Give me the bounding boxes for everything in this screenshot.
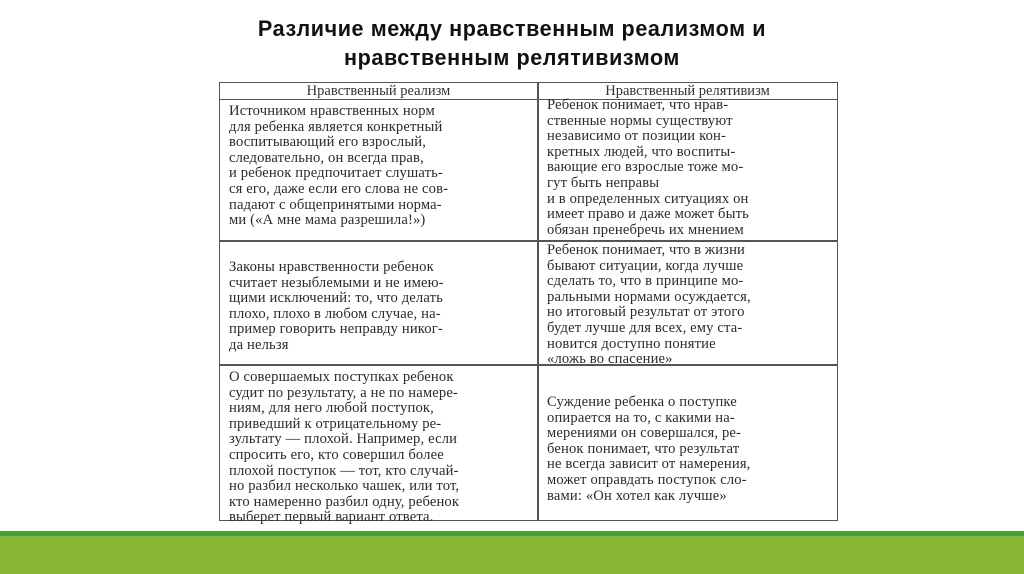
column-divider xyxy=(537,83,539,520)
footer-accent-bar xyxy=(0,538,1024,574)
row-1-realism: Источником нравственных норм для ребенка является конкретный воспитывающий его взрослый, следовательно, он всегда прав, и ребенок предпочитает слушать- ся его, даже если его слова не сов- падают с общепринятыми норма- ми («А мне мама разрешила!») xyxy=(229,103,449,229)
row-1-relativism: Ребенок понимает, что нрав- ственные нормы существуют независимо от позиции кон- кретных людей, что воспиты- вающие его взрослые тоже мо- гут быть неправы и в определенных ситуациях он имеет право и даже может быть обязан пренебречь их мнением xyxy=(547,97,749,238)
row-2-relativism: Ребенок понимает, что в жизни бывают ситуации, когда лучше сделать то, что в принципе мо- ральными нормами осуждается, но итоговый результат от этого будет лучше для всех, ему ста- новится доступно понятие «ложь во спасение» xyxy=(547,242,751,368)
header-realism: Нравственный реализм xyxy=(220,83,537,100)
slide-title-line-1: Различие между нравственным реализмом и xyxy=(257,16,767,41)
row-2-realism: Законы нравственности ребенок считает незыблемыми и не имею- щими исключений: то, что делать плохо, плохо в любом случае, на- пример говорить неправду никог- да нельзя xyxy=(229,259,444,353)
slide-title xyxy=(157,14,867,72)
row-3-realism: О совершаемых поступках ребенок судит по результату, а не по намере- ниям, для него любой поступок, приведший к отрицательному ре- зультату — плохой. Например, если спросить его, кто совершил более плохой поступок — тот, кто случай- но разбил несколько чашек, или тот, кто намеренно разбил одну, ребенок выберет первый вариант ответа. xyxy=(229,369,460,526)
header-relativism: Нравственный релятивизм xyxy=(538,83,837,100)
comparison-table xyxy=(219,82,838,526)
row-3-relativism: Суждение ребенка о поступке опирается на то, с какими на- мерениями он совершался, ре- бенок понимает, что результат не всегда зависит от намерения, может оправдать поступок сло- вами: «Он хотел как лучше» xyxy=(547,394,751,504)
slide-title-line-2: нравственным релятивизмом xyxy=(344,45,680,70)
